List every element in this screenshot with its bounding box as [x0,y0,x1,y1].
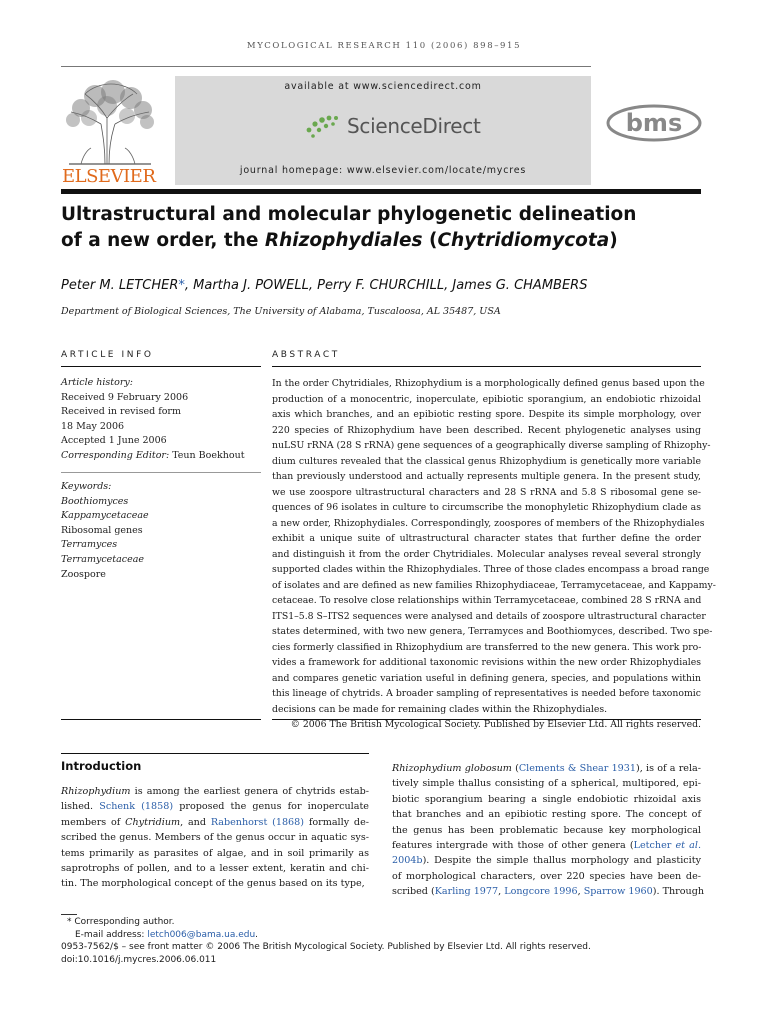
author-letcher: Peter M. LETCHER [61,278,179,293]
ref-longcore[interactable]: Longcore 1996 [504,886,578,898]
footnote-rule [61,914,77,915]
introduction-heading: Introduction [61,759,142,773]
corresponding-author-note: * Corresponding author. [67,917,175,927]
email-link[interactable]: letch006@bama.ua.edu [147,929,256,940]
elsevier-wordmark: ELSEVIER [62,166,156,187]
article-info-heading: ARTICLE INFO [61,350,154,360]
journal-homepage-text: journal homepage: www.elsevier.com/locate/mycres [239,165,527,176]
footnotes [61,916,721,966]
affiliation: Department of Biological Sciences, The University of Alabama, Tuscaloosa, AL 35487, USA [61,306,501,317]
abstract-bottom-rule [272,719,701,720]
keywords-rule [61,472,261,473]
svg-text:bms: bms [625,109,683,137]
keywords: Keywords: Boothiomyces Kappamycetaceae Ribosomal genes Terramyces Terramycetaceae Zoospore [61,480,261,582]
abstract-text: In the order Chytridiales, Rhizophydium is a morphologically defined genus based upon the production of a monocentric, inoperculate, epibiotic sporangium, an endobiotic rhizoidal axis which branches, and an epibiotic resting spore. Despite its simple morphology, over 220 species of Rhizophydium have been described. Recent phylogenetic analyses using nuLSU rRNA (28 S rRNA) gene sequences of a geographically diverse sampling of Rhizophy- dium cultures revealed that the classical genus Rhizophydium is genetically more variable than previously understood and actually represents multiple genera. In the present study, we use zoospore ultrastructural characters and 28 S rRNA and 5.8 S ribosomal gene se- quences of 96 isolates in culture to circumscribe the monophyletic Rhizophydium clade as a new order, Rhizophydiales. Correspondingly, zoospores of members of the Rhizophydiales exhibit a unique suite of ultrastructural character states that further define the order and distinguish it from the order Chytridiales. Molecular analyses reveal several strongly supported clades within the Rhizophydiales. Three of those clades encompass a broad range of isolates and are defined as new families Rhizophydiaceae, Terramycetaceae, and Kappamy- cetaceae. To resolve close relationships within Terramycetaceae, combined 28 S rRNA and ITS1–5.8 S–ITS2 sequences were analysed and details of zoospore ultrastructural character states determined, with two new genera, Terramyces and Boothiomyces, described. Two spe- cies formerly classified in Rhizophydium are transferred to the new genera. This work pro- vides a framework for additional taxonomic revisions within the new order Rhizophydiales and compares genetic variation useful in defining genera, species, and populations within this lineage of chytrids. A broader sampling of representatives is needed before taxonomic decisions can be made for remaining clades within the Rhizophydiales. © 2006 The British Mycological Society. Published by Elsevier Ltd. All rights reserved. [272,376,701,733]
masthead-rule [61,189,701,194]
ref-sparrow[interactable]: Sparrow 1960 [583,886,653,898]
sciencedirect-label: ScienceDirect [347,114,481,138]
ref-rabenhorst[interactable]: Rabenhorst (1868) [210,816,305,828]
bms-logo [606,104,702,142]
available-at-text: available at www.sciencedirect.com [284,81,482,92]
article-history: Article history: Received 9 February 2006 Received in revised form 18 May 2006 Accepted 1 June 2006 Corresponding Editor: Teun Boekhout [61,377,245,461]
article-title [61,202,701,254]
author-list: Peter M. LETCHER*, Martha J. POWELL, Perry F. CHURCHILL, James G. CHAMBERS [61,278,588,293]
ref-clements-shear[interactable]: Clements & Shear 1931 [518,763,636,774]
keyword: Terramyces [61,539,118,551]
keyword: Kappamycetaceae [61,510,149,522]
sciencedirect-dots-icon [303,114,343,138]
ref-letcher[interactable]: Letcher et al. [633,840,701,852]
title-line-2: of a new order, the Rhizophydiales (Chytridiomycota) [61,230,618,251]
ref-schenk[interactable]: Schenk (1858) [99,801,174,813]
abstract-heading: ABSTRACT [272,350,340,360]
running-head: MYCOLOGICAL RESEARCH 110 (2006) 898–915 [246,41,522,51]
keyword: Boothiomyces [61,495,129,507]
sciencedirect-banner [175,76,591,185]
doi[interactable]: doi:10.1016/j.mycres.2006.06.011 [61,954,217,965]
abstract-rule [272,366,701,367]
corresponding-mark[interactable]: * [178,278,185,293]
article-info-rule [61,366,261,367]
email-line: E-mail address: letch006@bama.ua.edu. [75,929,259,940]
intro-rule [61,753,369,754]
keyword: Ribosomal genes [61,524,143,536]
ref-letcher-2004b[interactable]: 2004b [392,855,423,867]
keyword: Zoospore [61,568,106,580]
title-line-1: Ultrastructural and molecular phylogenetic delineation [61,204,637,225]
ref-karling[interactable]: Karling 1977 [434,886,499,898]
article-info-bottom-rule [61,719,261,720]
intro-left-column: Rhizophydium is among the earliest genera of chytrids estab- lished. Schenk (1858) proposed the genus for inoperculate members of Chytridium, and Rabenhorst (1868) formally de- scribed the genus. Members of the genus occur in aquatic sys- tems primarily as parasites of algae, and in soil primarily as saprotrophs of pollen, and to a lesser extent, keratin and chi- tin. The morphological concept of the genus based on its type, [61,786,369,890]
sciencedirect-brand [303,112,481,140]
abstract-copyright: © 2006 The British Mycological Society. Published by Elsevier Ltd. All rights reserved. [290,719,701,730]
front-matter: 0953-7562/$ – see front matter © 2006 The British Mycological Society. Published by Elsevier Ltd. All rights reserved. [61,942,591,953]
intro-right-column: Rhizophydium globosum (Clements & Shear 1931), is of a rela- tively simple thallus consisting of a spherical, multipored, epi- biotic sporangium bearing a single endobiotic rhizoidal axis that branches and an epibiotic resting spore. The concept of the genus has been problematic because key morphological features intergrade with those of other genera (Letcher et al. 2004b). Despite the simple thallus morphology and plasticity of morphological characters, over 220 species have been de- scribed (Karling 1977, Longcore 1996, Sparrow 1960). Through [392,763,705,898]
header-rule [61,66,591,67]
keyword: Terramycetaceae [61,553,144,565]
